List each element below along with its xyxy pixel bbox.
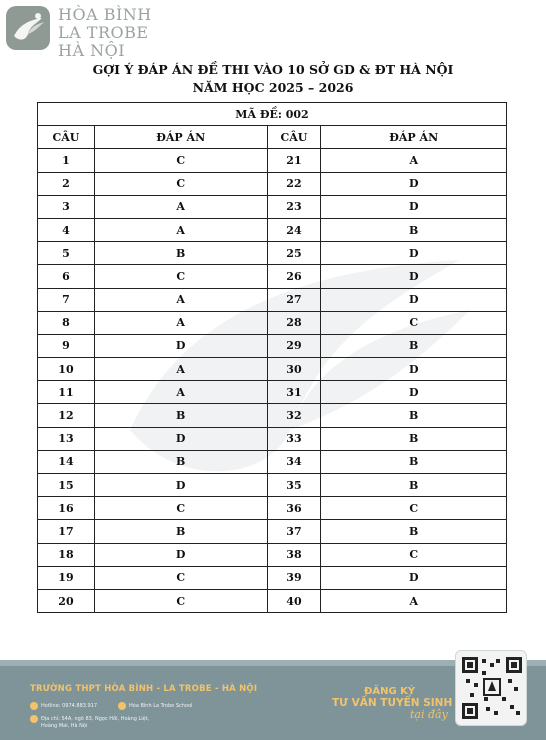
school-logo-text <box>58 6 152 60</box>
header-answer-2: ĐÁP ÁN <box>321 126 507 149</box>
footer-address-line-2: Hoàng Mai, Hà Nội <box>41 723 88 729</box>
question-number: 12 <box>38 404 95 427</box>
logo-line-2: LA TROBE <box>58 23 149 42</box>
question-number: 15 <box>38 474 95 497</box>
answer: C <box>94 589 267 612</box>
question-number: 9 <box>38 334 95 357</box>
header-question-2: CÂU <box>267 126 321 149</box>
table-row <box>38 520 507 543</box>
table-row <box>38 358 507 381</box>
answer: B <box>94 404 267 427</box>
header-answer-1: ĐÁP ÁN <box>94 126 267 149</box>
question-number: 38 <box>267 543 321 566</box>
answer: C <box>94 265 267 288</box>
cta-register[interactable]: ĐĂNG KÝ <box>364 686 416 697</box>
answer: A <box>321 589 507 612</box>
question-number: 27 <box>267 288 321 311</box>
question-number: 19 <box>38 566 95 589</box>
answer: B <box>321 334 507 357</box>
answer: C <box>94 149 267 172</box>
cta-here[interactable]: tại đây <box>410 708 448 721</box>
answer: B <box>321 474 507 497</box>
footer-school-name: TRƯỜNG THPT HÒA BÌNH - LA TROBE - HÀ NỘI <box>30 684 258 694</box>
qr-code-icon <box>462 657 522 719</box>
question-number: 5 <box>38 242 95 265</box>
table-row <box>38 218 507 241</box>
header-question-1: CÂU <box>38 126 95 149</box>
document-subtitle: NĂM HỌC 2025 – 2026 <box>192 80 354 95</box>
table-row <box>38 242 507 265</box>
answer: B <box>321 404 507 427</box>
cta-consult[interactable]: TƯ VẤN TUYỂN SINH <box>332 697 453 709</box>
question-number: 2 <box>38 172 95 195</box>
answer: B <box>94 242 267 265</box>
answer: D <box>321 265 507 288</box>
logo-line-1: HÒA BÌNH <box>58 5 152 24</box>
question-number: 14 <box>38 450 95 473</box>
answer: C <box>321 497 507 520</box>
table-row <box>38 450 507 473</box>
table-row <box>38 404 507 427</box>
answer: C <box>94 566 267 589</box>
document-title: GỢI Ý ĐÁP ÁN ĐỀ THI VÀO 10 SỞ GD & ĐT HÀ NỘI <box>92 62 454 77</box>
table-row <box>38 311 507 334</box>
answer-table <box>37 102 507 613</box>
table-row <box>38 427 507 450</box>
answer: B <box>321 450 507 473</box>
question-number: 23 <box>267 195 321 218</box>
question-number: 22 <box>267 172 321 195</box>
answer: A <box>94 358 267 381</box>
answer: C <box>321 543 507 566</box>
answer: D <box>321 358 507 381</box>
question-number: 18 <box>38 543 95 566</box>
table-row <box>38 589 507 612</box>
answer: A <box>94 195 267 218</box>
question-number: 6 <box>38 265 95 288</box>
exam-code-row <box>38 103 507 126</box>
location-icon <box>30 715 38 723</box>
footer-facebook <box>118 702 192 710</box>
question-number: 8 <box>38 311 95 334</box>
school-logo-icon <box>6 6 50 50</box>
table-row <box>38 381 507 404</box>
table-row <box>38 334 507 357</box>
answer: D <box>321 195 507 218</box>
table-row <box>38 566 507 589</box>
answer: B <box>321 520 507 543</box>
table-row <box>38 474 507 497</box>
answer: D <box>321 172 507 195</box>
table-row <box>38 149 507 172</box>
table-row <box>38 543 507 566</box>
question-number: 11 <box>38 381 95 404</box>
footer-hotline <box>30 702 97 710</box>
question-number: 30 <box>267 358 321 381</box>
question-number: 10 <box>38 358 95 381</box>
footer-facebook-text: Hòa Bình La Trobe School <box>129 703 193 709</box>
answer: A <box>94 288 267 311</box>
footer-address-2 <box>41 723 87 729</box>
question-number: 40 <box>267 589 321 612</box>
table-row <box>38 195 507 218</box>
answer: D <box>94 474 267 497</box>
question-number: 1 <box>38 149 95 172</box>
question-number: 33 <box>267 427 321 450</box>
answer: D <box>94 543 267 566</box>
header-row <box>38 126 507 149</box>
question-number: 29 <box>267 334 321 357</box>
answer: D <box>321 566 507 589</box>
answer: A <box>94 311 267 334</box>
answer: C <box>94 497 267 520</box>
table-row <box>38 265 507 288</box>
answer: B <box>321 218 507 241</box>
answer-rows <box>38 149 507 613</box>
answer: A <box>94 381 267 404</box>
answer: C <box>321 311 507 334</box>
answer: D <box>321 288 507 311</box>
question-number: 3 <box>38 195 95 218</box>
facebook-icon <box>118 702 126 710</box>
question-number: 16 <box>38 497 95 520</box>
question-number: 31 <box>267 381 321 404</box>
question-number: 25 <box>267 242 321 265</box>
table-row <box>38 497 507 520</box>
question-number: 17 <box>38 520 95 543</box>
question-number: 28 <box>267 311 321 334</box>
table-row <box>38 288 507 311</box>
question-number: 32 <box>267 404 321 427</box>
answer: B <box>321 427 507 450</box>
answer: A <box>94 218 267 241</box>
answer: D <box>94 427 267 450</box>
footer-address-line-1: Địa chỉ: 54A, ngõ 83, Ngọc Hồi, Hoàng Liệt, <box>41 716 150 722</box>
question-number: 26 <box>267 265 321 288</box>
answer: C <box>94 172 267 195</box>
question-number: 20 <box>38 589 95 612</box>
question-number: 21 <box>267 149 321 172</box>
question-number: 39 <box>267 566 321 589</box>
answer: B <box>94 520 267 543</box>
question-number: 36 <box>267 497 321 520</box>
question-number: 7 <box>38 288 95 311</box>
answer: D <box>94 334 267 357</box>
answer: B <box>94 450 267 473</box>
question-number: 35 <box>267 474 321 497</box>
phone-icon <box>30 702 38 710</box>
question-number: 34 <box>267 450 321 473</box>
answer: A <box>321 149 507 172</box>
footer-hotline-text: Hotline: 0974.883.917 <box>41 703 98 709</box>
answer: D <box>321 242 507 265</box>
exam-code: MÃ ĐỀ: 002 <box>38 103 507 126</box>
logo-line-3: HÀ NỘI <box>58 41 126 60</box>
question-number: 13 <box>38 427 95 450</box>
school-logo <box>6 6 152 60</box>
footer-address <box>30 715 149 723</box>
question-number: 37 <box>267 520 321 543</box>
question-number: 4 <box>38 218 95 241</box>
table-row <box>38 172 507 195</box>
question-number: 24 <box>267 218 321 241</box>
qr-code[interactable] <box>455 650 527 726</box>
answer: D <box>321 381 507 404</box>
